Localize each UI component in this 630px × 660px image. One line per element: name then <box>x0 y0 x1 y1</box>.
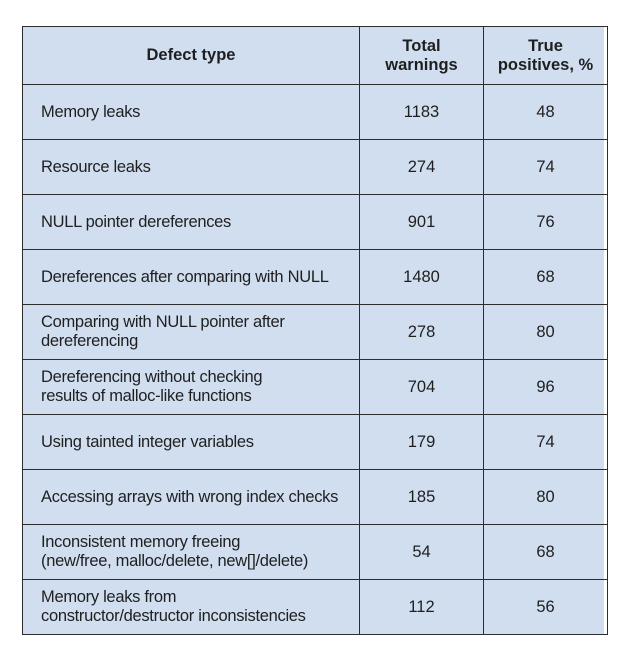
true-positives-cell: 68 <box>484 525 608 580</box>
true-positives-cell: 48 <box>484 85 608 140</box>
table-row <box>23 525 608 580</box>
header-line: warnings <box>385 55 458 74</box>
cell-line: Dereferencing without checking <box>41 368 263 386</box>
cell-line: (new/free, malloc/delete, new[]/delete) <box>41 552 309 570</box>
table-row <box>23 85 608 140</box>
true-positives-cell: 68 <box>484 250 608 305</box>
table-row <box>23 250 608 305</box>
true-positives-cell: 80 <box>484 305 608 360</box>
header-line: positives, % <box>497 55 594 74</box>
true-positives-cell: 74 <box>484 140 608 195</box>
defect-type-cell <box>23 580 360 635</box>
defect-type-cell <box>23 195 360 250</box>
defect-type-cell <box>23 85 360 140</box>
table-header-row <box>23 27 608 85</box>
total-warnings-cell: 1183 <box>360 85 484 140</box>
total-warnings-cell: 278 <box>360 305 484 360</box>
cell-line: Dereferences after comparing with NULL <box>41 267 329 286</box>
true-positives-cell: 96 <box>484 360 608 415</box>
table-row <box>23 470 608 525</box>
cell-line: Memory leaks from <box>41 588 177 606</box>
total-warnings-cell: 185 <box>360 470 484 525</box>
true-positives-cell: 80 <box>484 470 608 525</box>
header-true-positives <box>484 27 608 85</box>
cell-line: dereferencing <box>41 332 139 350</box>
cell-line: Memory leaks <box>41 102 141 121</box>
cell-line: results of malloc-like functions <box>41 387 252 405</box>
header-defect-type <box>23 27 360 85</box>
total-warnings-cell: 704 <box>360 360 484 415</box>
defect-type-cell <box>23 415 360 470</box>
table-row <box>23 360 608 415</box>
total-warnings-cell: 112 <box>360 580 484 635</box>
table-row <box>23 140 608 195</box>
defect-type-cell <box>23 360 360 415</box>
defect-type-cell <box>23 470 360 525</box>
total-warnings-cell: 1480 <box>360 250 484 305</box>
defect-type-cell <box>23 250 360 305</box>
cell-line: Accessing arrays with wrong index checks <box>41 487 339 506</box>
header-line: Total <box>402 36 441 55</box>
total-warnings-cell: 54 <box>360 525 484 580</box>
defect-table-panel <box>22 26 604 634</box>
cell-line: Comparing with NULL pointer after <box>41 313 285 331</box>
cell-line: Inconsistent memory freeing <box>41 533 241 551</box>
cell-line: NULL pointer dereferences <box>41 212 232 231</box>
total-warnings-cell: 179 <box>360 415 484 470</box>
defect-type-cell <box>23 525 360 580</box>
true-positives-cell: 56 <box>484 580 608 635</box>
defect-type-cell <box>23 305 360 360</box>
cell-line: Using tainted integer variables <box>41 432 254 451</box>
cell-line: constructor/destructor inconsistencies <box>41 607 306 625</box>
total-warnings-cell: 274 <box>360 140 484 195</box>
table-row <box>23 415 608 470</box>
true-positives-cell: 74 <box>484 415 608 470</box>
header-line: True <box>528 36 563 55</box>
table-row <box>23 305 608 360</box>
defect-type-cell <box>23 140 360 195</box>
total-warnings-cell: 901 <box>360 195 484 250</box>
defect-table <box>22 26 608 635</box>
header-line: Defect type <box>146 46 236 64</box>
table-row <box>23 195 608 250</box>
true-positives-cell: 76 <box>484 195 608 250</box>
cell-line: Resource leaks <box>41 157 151 176</box>
header-total-warnings <box>360 27 484 85</box>
table-row <box>23 580 608 635</box>
